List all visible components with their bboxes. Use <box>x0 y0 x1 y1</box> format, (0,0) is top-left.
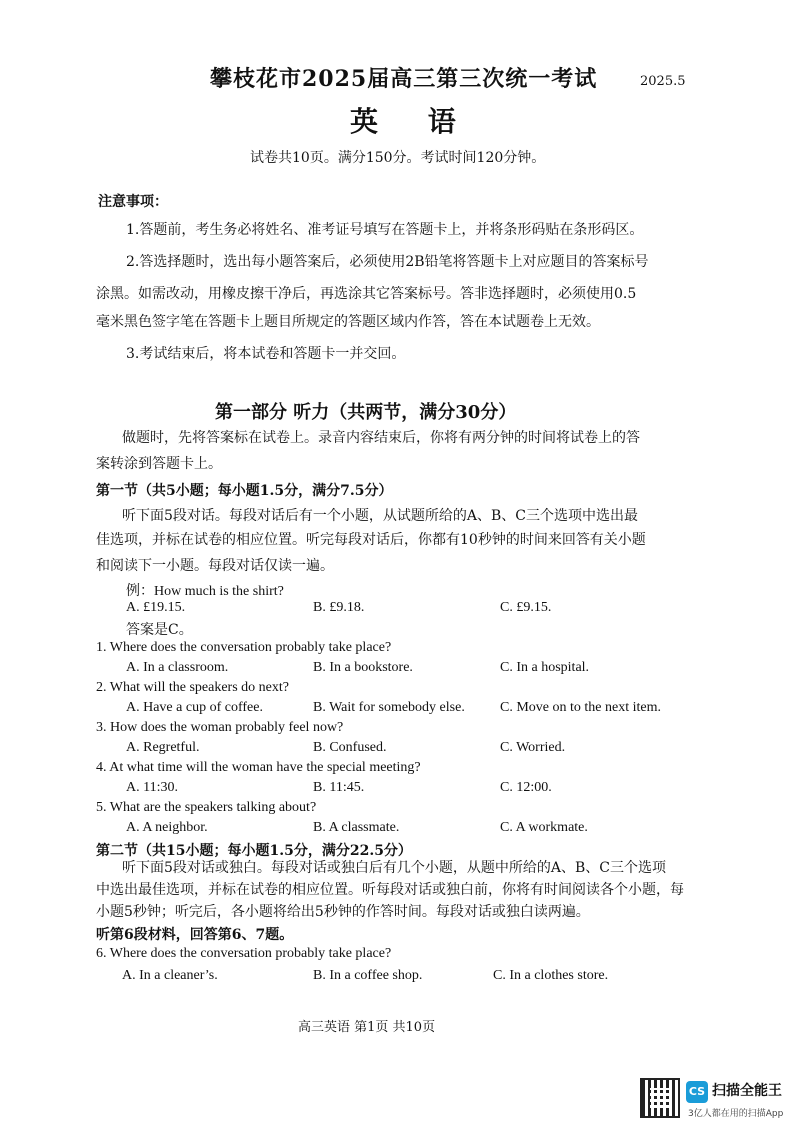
example-answer: 答案是C。 <box>126 622 193 638</box>
section2-title: 第二节（共15小题；每小题1.5分，满分22.5分） <box>96 843 412 859</box>
example-option-a: A. £19.15. <box>126 600 186 615</box>
exam-title: 攀枝花市2025届高三第三次统一考试 <box>210 66 598 92</box>
example-question: 例：How much is the shirt? <box>126 584 284 599</box>
question-1-option-a: A. In a classroom. <box>126 660 229 675</box>
question-1-option-b: B. In a bookstore. <box>313 660 413 675</box>
question-5-option-b: B. A classmate. <box>313 820 400 835</box>
exam-date: 2025.5 <box>640 74 686 89</box>
section2-instr-line1: 听下面5段对话或独白。每段对话或独白后有几个小题，从题中所给的A、B、C三个选项 <box>122 860 667 876</box>
section2-instr-line3: 小题5秒钟；听完后，各小题将给出5秒钟的作答时间。每段对话或独白读两遍。 <box>96 904 590 920</box>
question-2-option-a: A. Have a cup of coffee. <box>126 700 263 715</box>
question-3-option-b: B. Confused. <box>313 740 387 755</box>
notice-item-3: 3.考试结束后，将本试卷和答题卡一并交回。 <box>126 346 406 362</box>
question-6-option-a: A. In a cleaner’s. <box>122 968 218 983</box>
question-5: 5. What are the speakers talking about? <box>96 800 317 815</box>
section1-instr-line3: 和阅读下一小题。每段对话仅读一遍。 <box>96 558 334 574</box>
part1-title: 第一部分 听力（共两节，满分30分） <box>215 402 517 423</box>
camscanner-logo-icon: CS <box>686 1081 708 1103</box>
question-2-option-b: B. Wait for somebody else. <box>313 700 465 715</box>
example-option-b: B. £9.18. <box>313 600 365 615</box>
question-1-option-c: C. In a hospital. <box>500 660 590 675</box>
exam-info: 试卷共10页。满分150分。考试时间120分钟。 <box>250 150 546 166</box>
question-4-option-c: C. 12:00. <box>500 780 552 795</box>
notice-item-2-line2: 涂黑。如需改动，用橡皮擦干净后，再选涂其它答案标号。答非选择题时，必须使用0.5 <box>96 286 637 302</box>
question-5-option-c: C. A workmate. <box>500 820 588 835</box>
section1-title: 第一节（共5小题；每小题1.5分，满分7.5分） <box>96 483 393 499</box>
question-6: 6. Where does the conversation probably take place? <box>96 946 392 961</box>
question-2: 2. What will the speakers do next? <box>96 680 289 695</box>
question-4-option-b: B. 11:45. <box>313 780 365 795</box>
camscanner-name: 扫描全能王 <box>712 1083 782 1099</box>
question-5-option-a: A. A neighbor. <box>126 820 208 835</box>
part1-intro-line1: 做题时，先将答案标在试卷上。录音内容结束后，你将有两分钟的时间将试卷上的答 <box>122 430 640 446</box>
section1-instr-line2: 佳选项，并标在试卷的相应位置。听完每段对话后，你都有10秒钟的时间来回答有关小题 <box>96 532 646 548</box>
page-footer: 高三英语 第1页 共10页 <box>298 1020 436 1035</box>
part1-intro-line2: 案转涂到答题卡上。 <box>96 456 222 472</box>
notice-item-2-line3: 毫米黑色签字笔在答题卡上题目所规定的答题区域内作答，答在本试题卷上无效。 <box>96 314 600 330</box>
question-1: 1. Where does the conversation probably take place? <box>96 640 392 655</box>
question-6-option-c: C. In a clothes store. <box>493 968 609 983</box>
question-3: 3. How does the woman probably feel now? <box>96 720 344 735</box>
notice-item-2-line1: 2.答选择题时，选出每小题答案后，必须使用2B铅笔将答题卡上对应题目的答案标号 <box>126 254 649 270</box>
example-option-c: C. £9.15. <box>500 600 552 615</box>
question-4: 4. At what time will the woman have the special meeting? <box>96 760 421 775</box>
section1-instr-line1: 听下面5段对话。每段对话后有一个小题，从试题所给的A、B、C三个选项中选出最 <box>122 508 639 524</box>
material-6-heading: 听第6段材料，回答第6、7题。 <box>96 927 294 943</box>
question-3-option-c: C. Worried. <box>500 740 566 755</box>
notice-heading: 注意事项： <box>98 194 168 210</box>
question-4-option-a: A. 11:30. <box>126 780 178 795</box>
section2-instr-line2: 中选出最佳选项，并标在试卷的相应位置。听每段对话或独白前，你将有时间阅读各个小题，每 <box>96 882 684 898</box>
question-2-option-c: C. Move on to the next item. <box>500 700 661 715</box>
camscanner-tagline: 3亿人都在用的扫描App <box>688 1109 784 1119</box>
question-6-option-b: B. In a coffee shop. <box>313 968 423 983</box>
qr-code-icon <box>640 1078 680 1118</box>
notice-item-1: 1.答题前，考生务必将姓名、准考证号填写在答题卡上，并将条形码贴在条形码区。 <box>126 222 644 238</box>
subject-title: 英 语 <box>350 105 476 138</box>
question-3-option-a: A. Regretful. <box>126 740 200 755</box>
